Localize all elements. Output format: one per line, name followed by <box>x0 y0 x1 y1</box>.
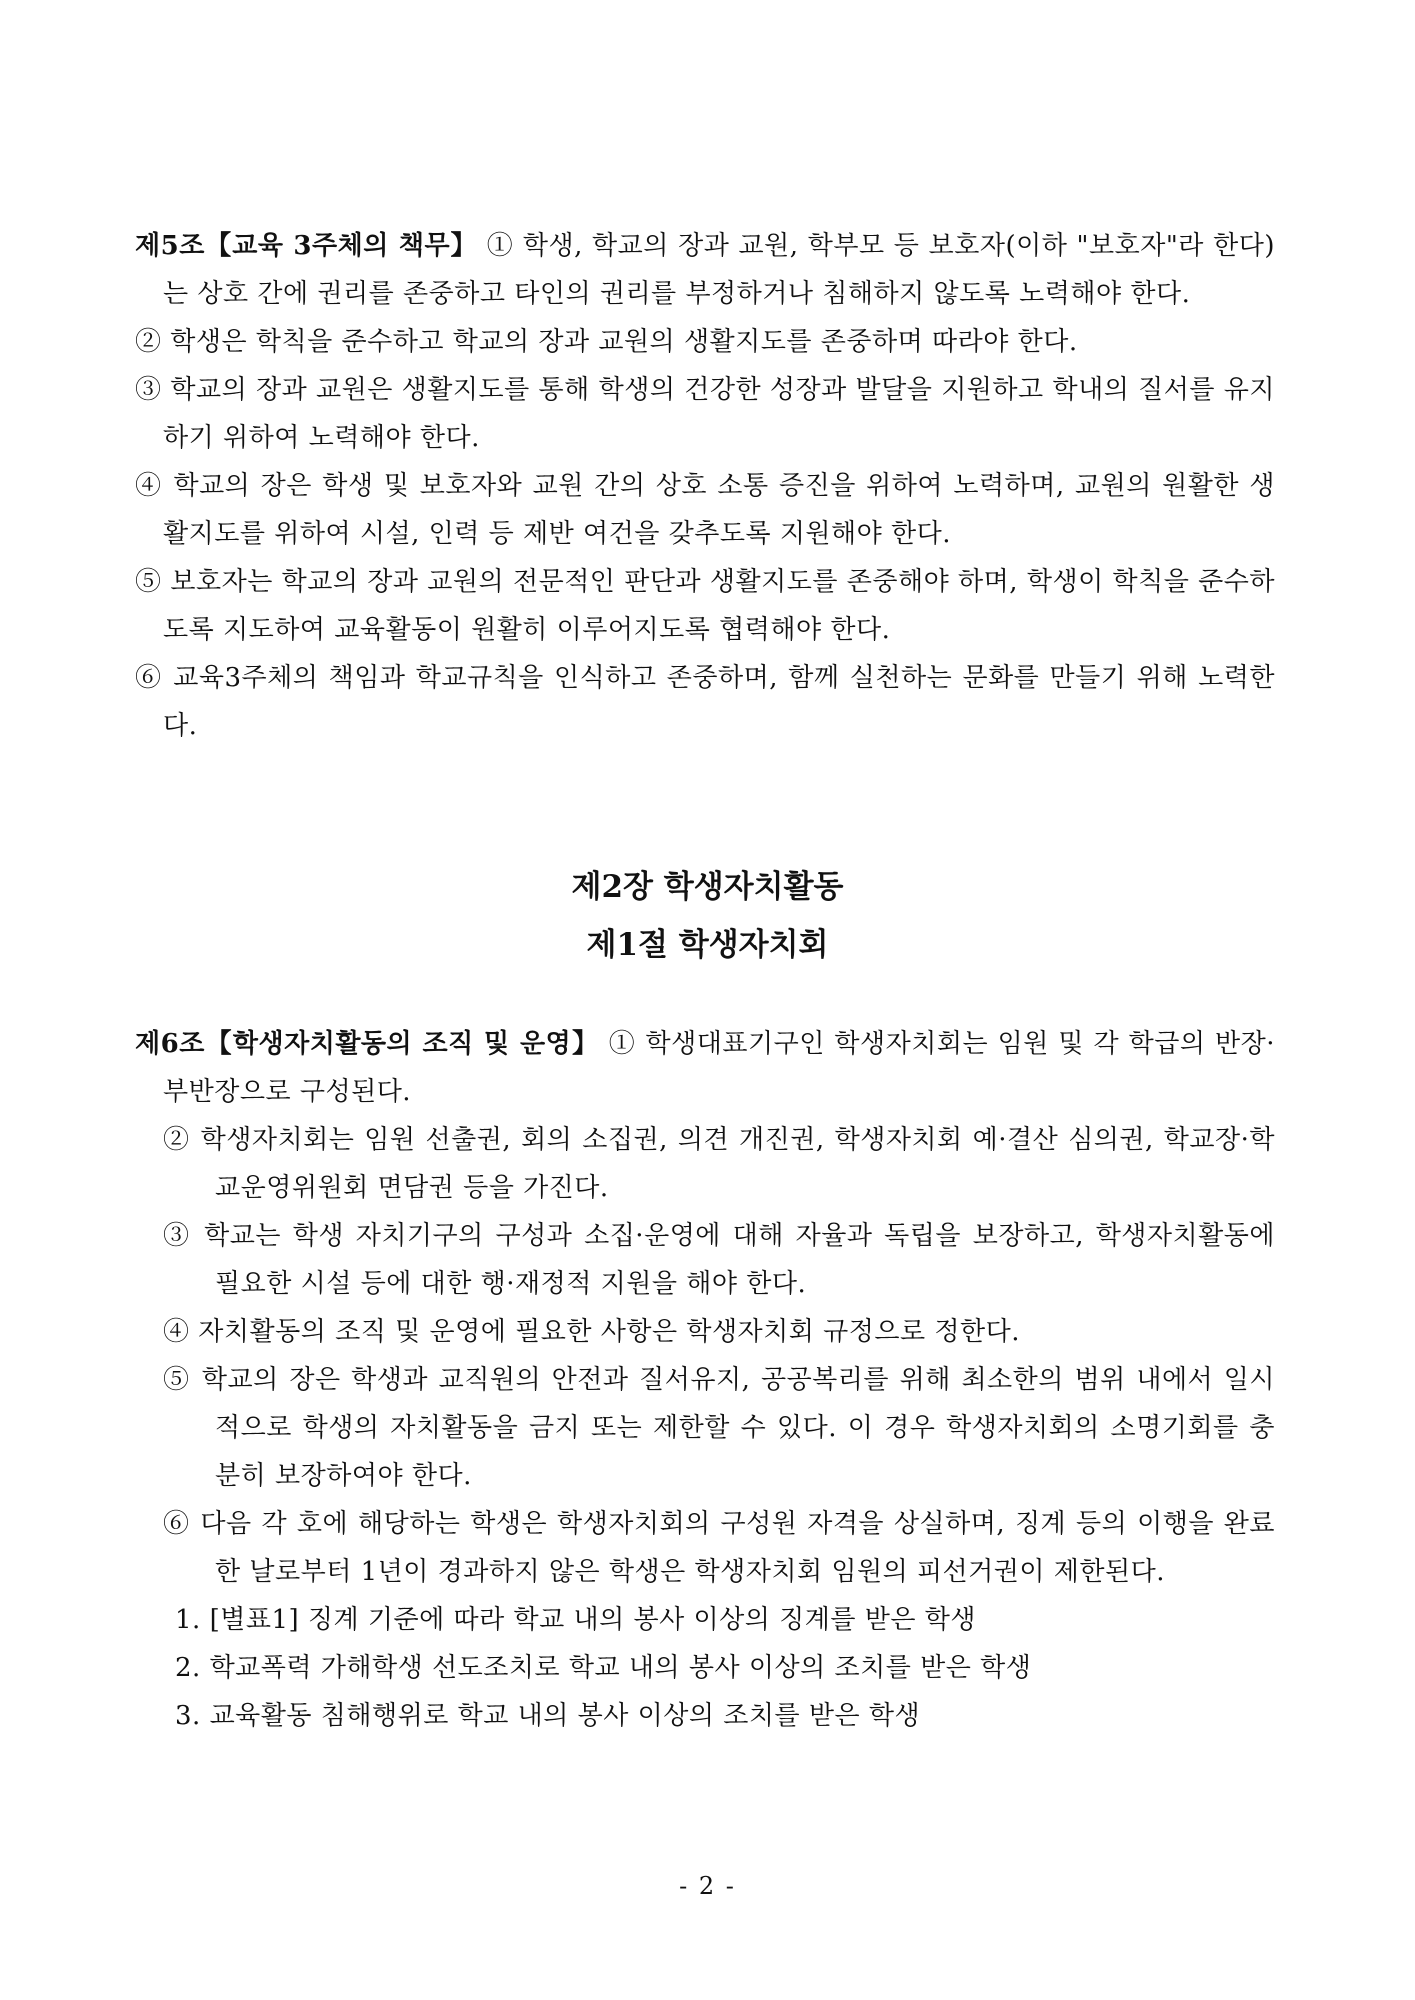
article-6-number: 제6조 <box>135 1029 205 1059</box>
article-5-clause-1-text: ① 학생, 학교의 장과 교원, 학부모 등 보호자(이하 "보호자"라 한다)는 상호 간에 권리를 존중하고 타인의 권리를 부정하거나 침해하지 않도록 노력해야 한다. <box>163 231 1276 309</box>
article-6-clause-2: ② 학생자치회는 임원 선출권, 회의 소집권, 의견 개진권, 학생자치회 예·결산 심의권, 학교장·학교운영위원회 면담권 등을 가진다. <box>163 1125 1275 1203</box>
article-6-title: 【학생자치활동의 조직 및 운영】 <box>204 1029 600 1059</box>
article-6-clause-5: ⑤ 학교의 장은 학생과 교직원의 안전과 질서유지, 공공복리를 위해 최소한의 범위 내에서 일시적으로 학생의 자치활동을 금지 또는 제한할 수 있다. 이 경우 학생자치회의 소명기회를 충분히 보장하여야 한다. <box>163 1365 1275 1491</box>
article-5-title: 【교육 3주체의 책무】 <box>204 231 478 261</box>
article-6-clause-1-text: ① 학생대표기구인 학생자치회는 임원 및 각 학급의 반장·부반장으로 구성된다. <box>163 1029 1275 1107</box>
article-5-clause-3: ③ 학교의 장과 교원은 생활지도를 통해 학생의 건강한 성장과 발달을 지원하고 학내의 질서를 유지하기 위하여 노력해야 한다. <box>135 375 1275 453</box>
article-6 <box>135 1020 1275 1740</box>
article-6-item-2: 2. 학교폭력 가해학생 선도조치로 학교 내의 봉사 이상의 조치를 받은 학생 <box>175 1653 1032 1683</box>
article-5-number: 제5조 <box>135 231 205 261</box>
article-5-clause-6: ⑥ 교육3주체의 책임과 학교규칙을 인식하고 존중하며, 함께 실천하는 문화를 만들기 위해 노력한다. <box>135 663 1275 741</box>
chapter-title: 제2장 학생자치활동 <box>571 869 844 905</box>
page-number: - 2 - <box>679 1872 736 1900</box>
article-5-clause-4: ④ 학교의 장은 학생 및 보호자와 교원 간의 상호 소통 증진을 위하여 노력하며, 교원의 원활한 생활지도를 위하여 시설, 인력 등 제반 여건을 갖추도록 지원해야 한다. <box>135 471 1275 549</box>
article-5-clause-5: ⑤ 보호자는 학교의 장과 교원의 전문적인 판단과 생활지도를 존중해야 하며, 학생이 학칙을 준수하도록 지도하여 교육활동이 원활히 이루어지도록 협력해야 한다. <box>135 567 1275 645</box>
article-5-clause-1 <box>135 222 1275 318</box>
article-5-clause-2: ② 학생은 학칙을 준수하고 학교의 장과 교원의 생활지도를 존중하며 따라야 한다. <box>135 327 1078 357</box>
article-6-clause-1 <box>135 1020 1275 1116</box>
article-6-clause-4: ④ 자치활동의 조직 및 운영에 필요한 사항은 학생자치회 규정으로 정한다. <box>163 1317 1021 1347</box>
article-6-item-1: 1. [별표1] 징계 기준에 따라 학교 내의 봉사 이상의 징계를 받은 학생 <box>175 1605 976 1635</box>
article-6-clause-3: ③ 학교는 학생 자치기구의 구성과 소집·운영에 대해 자율과 독립을 보장하고, 학생자치활동에 필요한 시설 등에 대한 행·재정적 지원을 해야 한다. <box>163 1221 1276 1299</box>
article-6-clause-6: ⑥ 다음 각 호에 해당하는 학생은 학생자치회의 구성원 자격을 상실하며, 징계 등의 이행을 완료한 날로부터 1년이 경과하지 않은 학생은 학생자치회 임원의 피선거권이 제한된다. <box>163 1509 1275 1587</box>
article-6-item-3: 3. 교육활동 침해행위로 학교 내의 봉사 이상의 조치를 받은 학생 <box>175 1701 921 1731</box>
section-title: 제1절 학생자치회 <box>586 927 829 963</box>
article-5 <box>135 222 1275 750</box>
